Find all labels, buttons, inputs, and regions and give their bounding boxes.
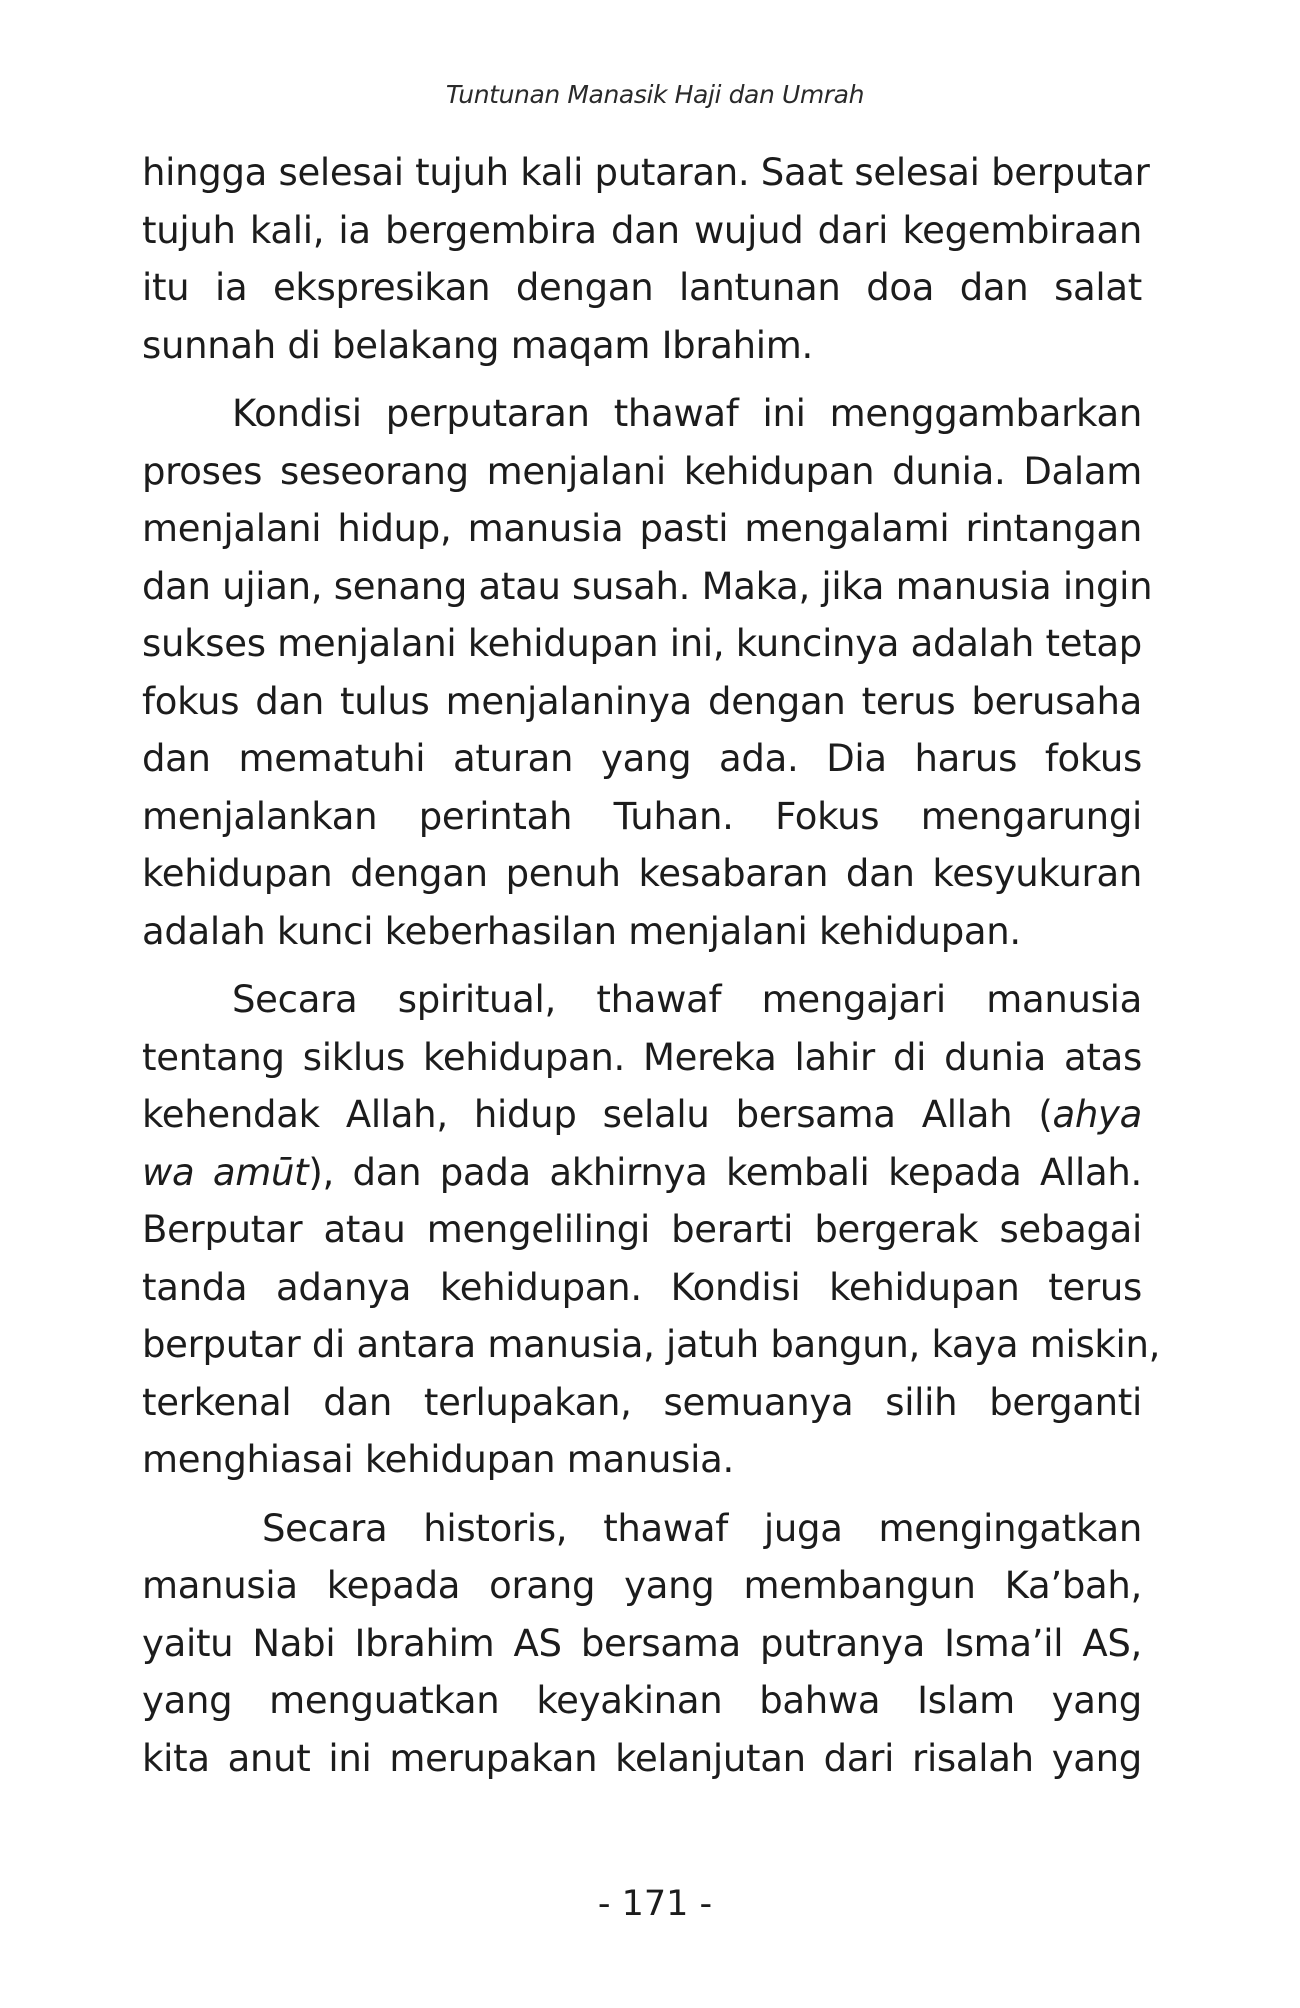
text-line: kehidupan dengan penuh kesabaran dan kesyukuran — [142, 852, 1142, 895]
text-line — [142, 1086, 1142, 1144]
text-line: berputar di antara manusia, jatuh bangun, kaya miskin, — [142, 1323, 1161, 1366]
text-line: adalah kunci keberhasilan menjalani kehidupan. — [142, 909, 1021, 953]
text-line: terkenal dan terlupakan, semuanya silih berganti — [142, 1380, 1142, 1424]
text-line: tujuh kali, ia bergembira dan wujud dari kegembiraan — [142, 208, 1142, 252]
text-line: tentang siklus kehidupan. Mereka lahir di dunia atas — [142, 1035, 1142, 1079]
body-text — [142, 144, 1161, 1787]
paragraph-1 — [142, 144, 1150, 374]
text-line: menjalani hidup, manusia pasti mengalami rintangan — [142, 507, 1142, 550]
running-header: Tuntunan Manasik Haji dan Umrah — [445, 80, 865, 109]
italic-term: ahya — [1052, 1093, 1142, 1136]
text-line: dan ujian, senang atau susah. Maka, jika manusia ingin — [142, 564, 1153, 608]
text-line: Secara spiritual, thawaf mengajari manusia — [232, 978, 1142, 1021]
paragraph-3 — [142, 971, 1161, 1489]
text-line: kita anut ini merupakan kelanjutan dari risalah yang — [142, 1736, 1142, 1780]
paragraph-4 — [142, 1500, 1142, 1788]
text-line: fokus dan tulus menjalaninya dengan terus berusaha — [142, 679, 1142, 723]
text-line: hingga selesai tujuh kali putaran. Saat selesai berputar — [142, 151, 1150, 194]
text-run: kehendak Allah, hidup selalu bersama Allah ( — [142, 1093, 1053, 1136]
text-line: Secara historis, thawaf juga mengingatkan — [262, 1506, 1142, 1550]
text-line: Kondisi perputaran thawaf ini menggambarkan — [232, 392, 1142, 435]
text-line — [142, 1144, 1142, 1202]
paragraph-2 — [142, 385, 1153, 960]
text-line: proses seseorang menjalani kehidupan dunia. Dalam — [142, 449, 1142, 493]
text-line: sunnah di belakang maqam Ibrahim. — [142, 323, 813, 367]
text-line: yaitu Nabi Ibrahim AS bersama putranya Isma’il AS, — [142, 1621, 1142, 1665]
italic-term: wa amūt — [142, 1150, 309, 1194]
text-line: dan mematuhi aturan yang ada. Dia harus fokus — [142, 737, 1142, 780]
text-line: sukses menjalani kehidupan ini, kuncinya adalah tetap — [142, 622, 1142, 665]
text-line: yang menguatkan keyakinan bahwa Islam yang — [142, 1679, 1142, 1722]
text-line: manusia kepada orang yang membangun Ka’bah, — [142, 1564, 1142, 1607]
text-line: menjalankan perintah Tuhan. Fokus mengarungi — [142, 794, 1142, 838]
text-line: tanda adanya kehidupan. Kondisi kehidupan terus — [142, 1265, 1142, 1309]
text-line: menghiasai kehidupan manusia. — [142, 1438, 734, 1481]
text-line: itu ia ekspresikan dengan lantunan doa dan salat — [142, 266, 1142, 309]
text-line: Berputar atau mengelilingi berarti bergerak sebagai — [142, 1208, 1142, 1251]
text-run: ), dan pada akhirnya kembali kepada Allah. — [308, 1150, 1142, 1194]
page-number: - 171 - — [597, 1884, 713, 1924]
